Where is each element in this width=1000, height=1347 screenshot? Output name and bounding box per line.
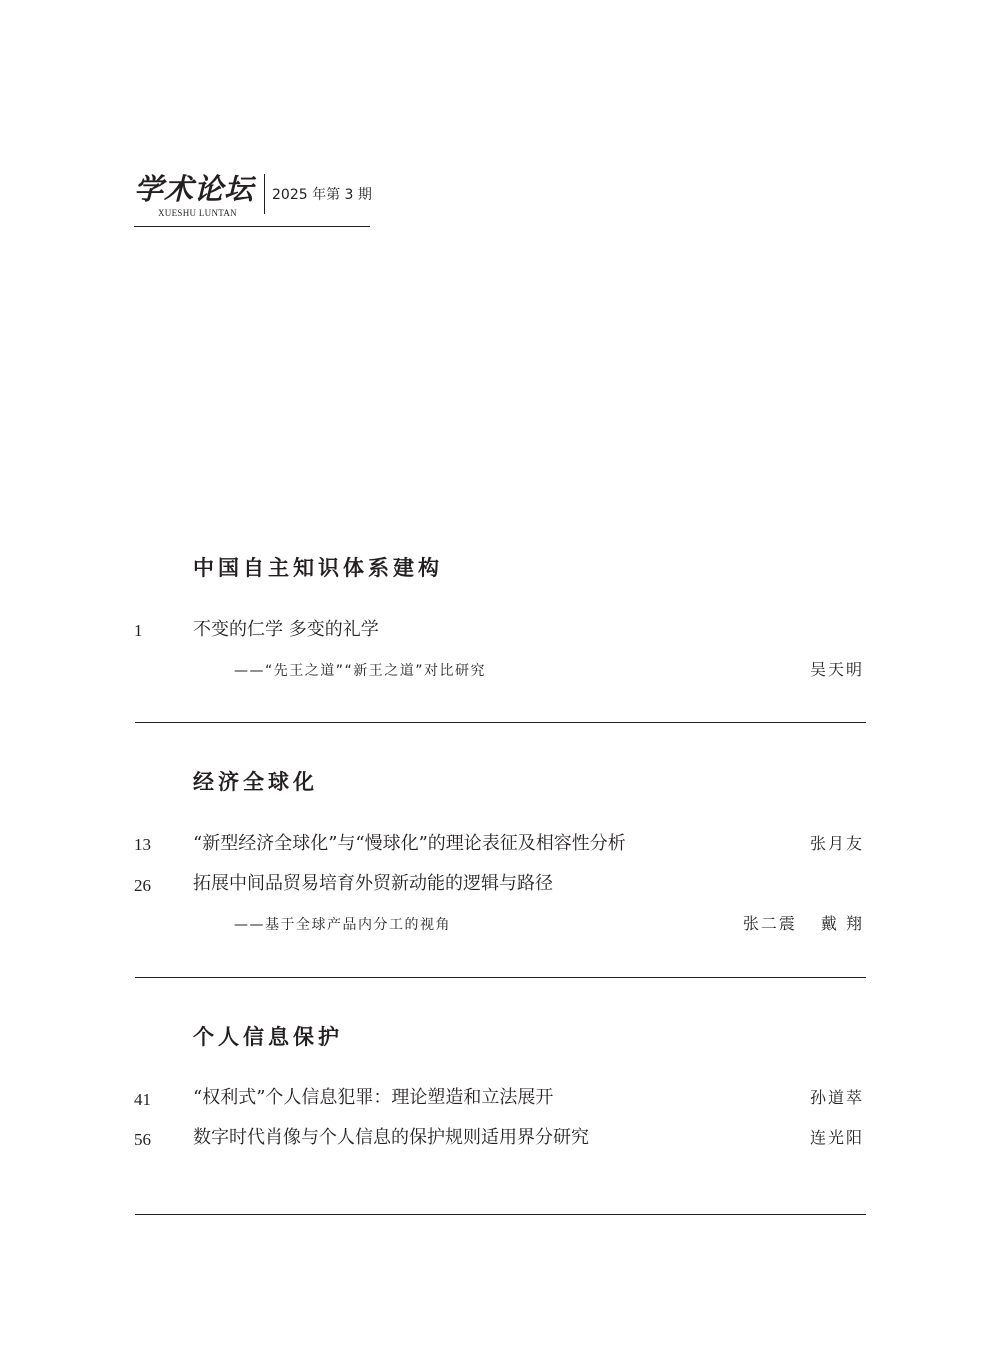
section-divider [135,977,866,978]
article-author: 戴 翔 [820,914,864,933]
article-subtitle: ——“先王之道”“新王之道”对比研究 [234,663,487,679]
article-author: 连光阳 [809,1128,864,1147]
issue-label: 2025 年第 3 期 [272,187,372,203]
section-title: 经济全球化 [193,770,318,794]
article-author: 孙道萃 [809,1088,864,1107]
section-divider [135,722,866,723]
article-author: 张二震 [742,914,797,933]
article-title[interactable]: “新型经济全球化”与“慢球化”的理论表征及相容性分析 [193,833,626,854]
article-page-number: 13 [134,835,151,854]
article-title[interactable]: 拓展中间品贸易培育外贸新动能的逻辑与路径 [193,873,553,894]
journal-logo-title: 学术论坛 [134,172,255,206]
article-page-number: 56 [134,1130,151,1149]
article-title[interactable]: 不变的仁学 多变的礼学 [193,619,379,640]
journal-logo-pinyin: XUESHU LUNTAN [158,208,237,218]
article-page-number: 1 [134,621,143,640]
article-authors [743,913,864,935]
article-title[interactable]: “权利式”个人信息犯罪：理论塑造和立法展开 [193,1087,554,1108]
article-page-number: 41 [134,1090,151,1109]
article-author: 吴天明 [809,660,864,679]
masthead-rule [134,226,370,227]
article-author: 张月友 [809,834,864,853]
article-subtitle: ——基于全球产品内分工的视角 [234,917,451,933]
section-title: 中国自主知识体系建构 [193,556,443,580]
masthead [134,170,370,228]
section-divider [135,1214,866,1215]
article-page-number: 26 [134,876,151,895]
section-title: 个人信息保护 [193,1025,343,1049]
masthead-divider [264,174,265,214]
article-title[interactable]: 数字时代肖像与个人信息的保护规则适用界分研究 [193,1127,589,1148]
